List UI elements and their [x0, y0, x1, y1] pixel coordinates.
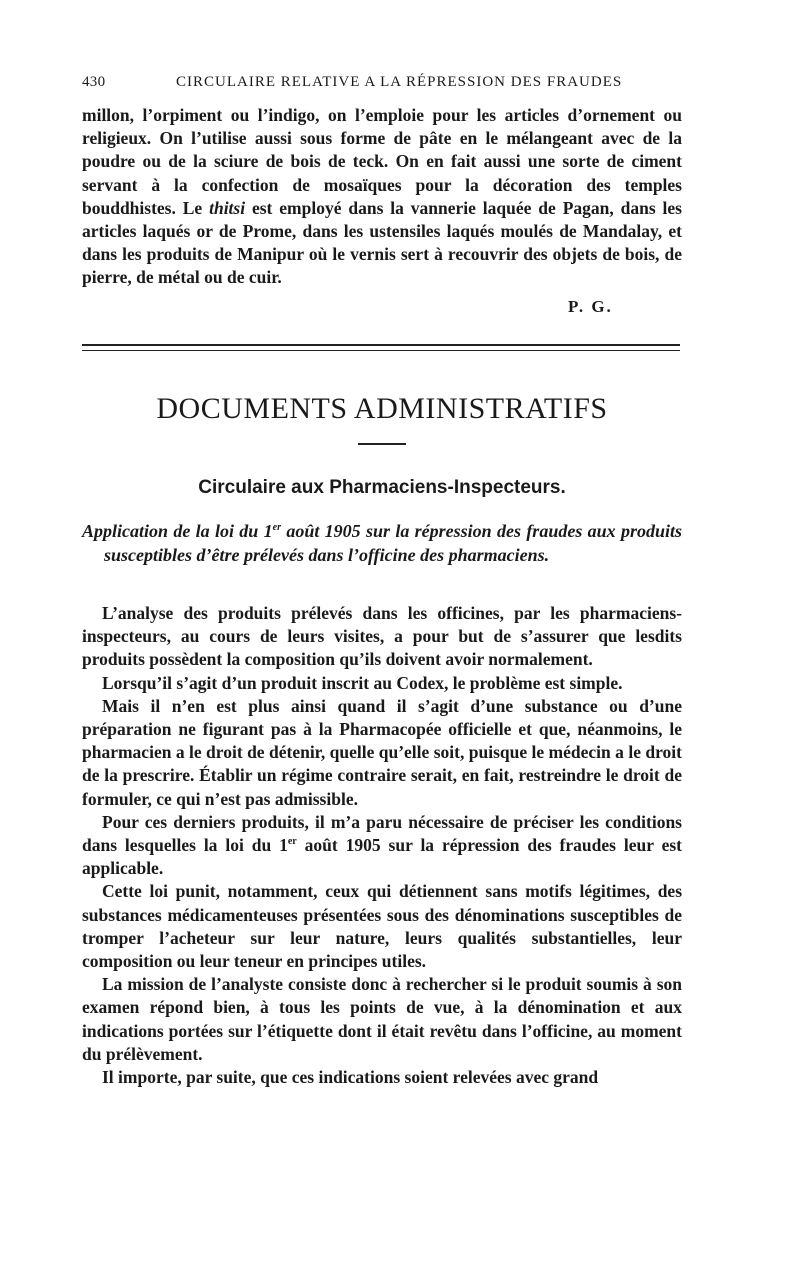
- paragraph-6: La mission de l’analyste consiste donc à rechercher si le produit soumis à son examen répond bien, à tous les points de vue, à la dénomination et aux indications portées sur l’étiquette dont il était revêtu dans l’officine, au moment du prélèvement.: [82, 974, 682, 1064]
- double-rule-bottom: [82, 350, 680, 351]
- paragraph-1: L’analyse des produits prélevés dans les officines, par les pharmaciens-inspecteurs, au cours de leurs visites, a pour but de s’assurer que lesdits produits possèdent la composition qu’ils doivent avoir normalement.: [82, 603, 682, 670]
- paragraph-7: Il importe, par suite, que ces indications soient relevées avec grand: [102, 1067, 599, 1088]
- paragraph-4-part-1: Pour ces derniers produits, il m’a paru nécessaire de préciser les conditions dans lesquelles la loi du 1: [82, 811, 682, 856]
- page-number: 430: [82, 74, 106, 90]
- running-head: CIRCULAIRE RELATIVE A LA RÉPRESSION DES FRAUDES: [176, 74, 623, 90]
- circulaire-title: Circulaire aux Pharmaciens-Inspecteurs.: [198, 477, 566, 498]
- circulaire-body: [82, 602, 682, 1089]
- paragraph-2: Lorsqu’il s’agit d’un produit inscrit au Codex, le problème est simple.: [102, 672, 623, 693]
- top-paragraph-text: [82, 104, 682, 290]
- section-title: DOCUMENTS ADMINISTRATIFS: [156, 392, 608, 425]
- paragraph-4-sup: er: [287, 836, 297, 848]
- application-part-2: août 1905 sur la répression des fraudes aux produits susceptibles d’être prélevés dans l’officine des pharmaciens.: [104, 521, 683, 565]
- double-rule-top: [82, 344, 680, 346]
- paragraph-3: Mais il n’en est plus ainsi quand il s’agit d’une substance ou d’une préparation ne figurant pas à la Pharmacopée officielle et que, néanmoins, le pharmacien a le droit de détenir, quelle qu’elle soit, puisque le médecin a le droit de la prescrire. Établir un régime contraire serait, en fait, restreindre le droit de formuler, ce qui n’est pas admissible.: [82, 695, 682, 809]
- paragraph-4-part-2: août 1905 sur la répression des fraudes leur est applicable.: [82, 835, 682, 879]
- signature: P. G.: [568, 297, 613, 316]
- application-sup: er: [272, 522, 281, 533]
- title-separator: [358, 443, 406, 445]
- paragraph-5: Cette loi punit, notamment, ceux qui détiennent sans motifs légitimes, des substances médicamenteuses présentées sous des dénominations susceptibles de tromper l’acheteur sur leur nature, leurs qualités substantielles, leur composition ou leur teneur en principes utiles.: [82, 881, 682, 972]
- thitsi-word: thitsi: [209, 197, 246, 218]
- top-paragraph-part-2: est employé dans la vannerie laquée de Pagan, dans les articles laqués or de Prome, dans les ustensiles laqués moulés de Mandalay, et dans les produits de Manipur où le vernis sert à recouvrir des objets de bois, de pierre, de métal ou de cuir.: [82, 197, 682, 288]
- application-subtitle: [82, 520, 682, 567]
- top-paragraph: [82, 104, 682, 290]
- paragraph-4: [82, 811, 682, 881]
- application-part-1: Application de la loi du 1: [82, 521, 273, 541]
- top-paragraph-part-1: millon, l’orpiment ou l’indigo, on l’emploie pour les articles d’ornement ou religieux. On l’utilise aussi sous forme de pâte en le mélangeant avec de la poudre ou de la sciure de bois de teck. On en fait aussi une sorte de ciment servant à la confection de mosaïques pour la décoration des temples bouddhistes. Le: [82, 105, 682, 218]
